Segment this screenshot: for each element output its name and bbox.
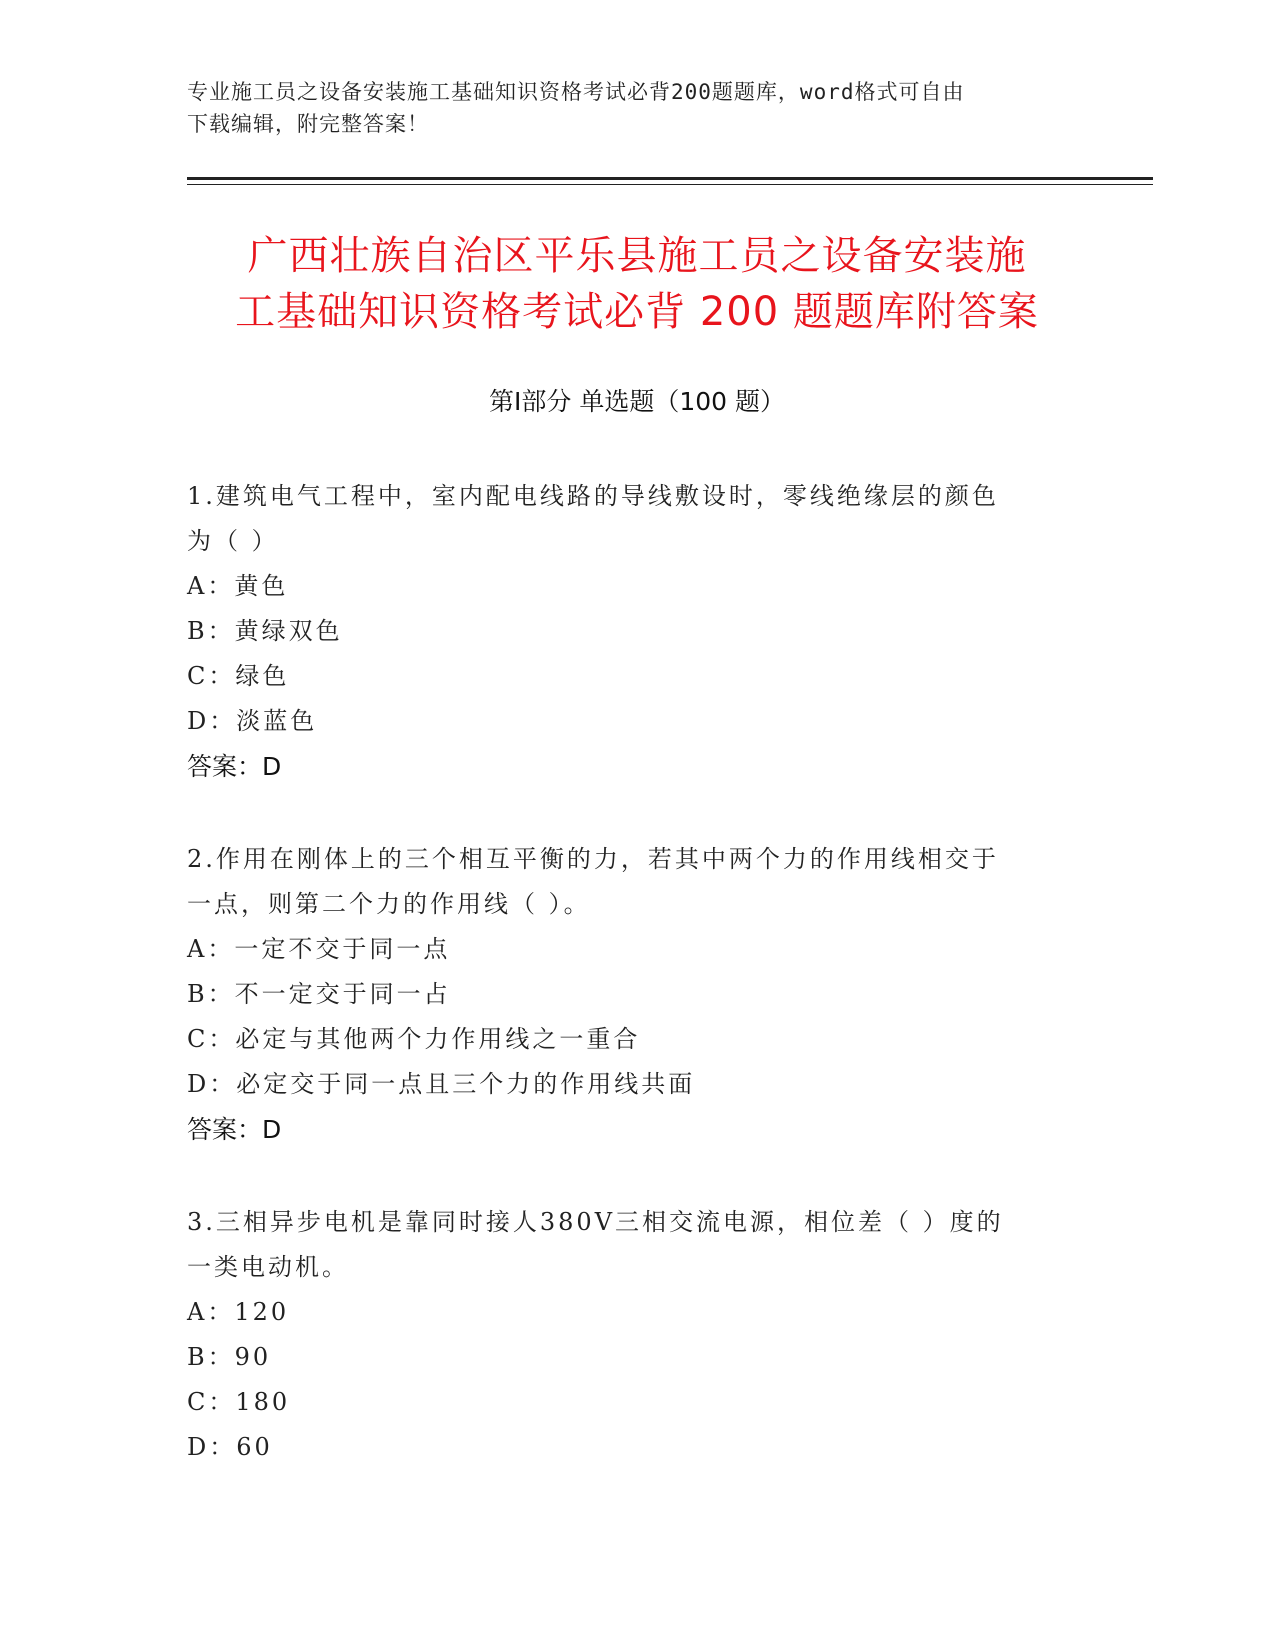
question-2 [187, 837, 1067, 1152]
option-d: D：60 [187, 1433, 273, 1461]
header-note [187, 76, 1067, 140]
option-b: B：黄绿双色 [187, 617, 343, 645]
header-note-line-1: 专业施工员之设备安装施工基础知识资格考试必背200题题库，word格式可自由 [187, 80, 965, 104]
question-3 [187, 1200, 1067, 1470]
answer: 答案：D [187, 752, 282, 781]
option-a: A：120 [187, 1298, 290, 1326]
option-d: D：必定交于同一点且三个力的作用线共面 [187, 1070, 696, 1098]
option-c: C：必定与其他两个力作用线之一重合 [187, 1025, 641, 1053]
question-text-line-1: 3.三相异步电机是靠同时接人380V三相交流电源，相位差（ ）度的 [187, 1208, 1004, 1236]
option-a: A：黄色 [187, 572, 289, 600]
section-heading: 第Ⅰ部分 单选题（100 题） [489, 387, 785, 416]
option-a: A：一定不交于同一点 [187, 935, 451, 963]
answer: 答案：D [187, 1115, 282, 1144]
header-divider-thin [187, 184, 1153, 185]
header-note-line-2: 下载编辑，附完整答案！ [187, 112, 429, 136]
question-text-line-1: 1.建筑电气工程中，室内配电线路的导线敷设时，零线绝缘层的颜色 [187, 482, 999, 510]
question-1 [187, 474, 1067, 789]
header-divider-thick [187, 177, 1153, 180]
option-d: D：淡蓝色 [187, 707, 318, 735]
option-c: C：绿色 [187, 662, 290, 690]
option-b: B：不一定交于同一占 [187, 980, 451, 1008]
question-text-line-2: 一类电动机。 [187, 1253, 349, 1281]
document-title-line-2: 工基础知识资格考试必背 200 题题库附答案 [235, 289, 1039, 335]
question-text-line-2: 为（ ） [187, 527, 279, 555]
question-text-line-2: 一点，则第二个力的作用线（ ）。 [187, 890, 591, 918]
option-b: B：90 [187, 1343, 272, 1371]
document-title-line-1: 广西壮族自治区平乐县施工员之设备安装施 [247, 233, 1027, 279]
document-title [187, 228, 1087, 340]
question-text-line-1: 2.作用在刚体上的三个相互平衡的力，若其中两个力的作用线相交于 [187, 845, 999, 873]
option-c: C：180 [187, 1388, 291, 1416]
